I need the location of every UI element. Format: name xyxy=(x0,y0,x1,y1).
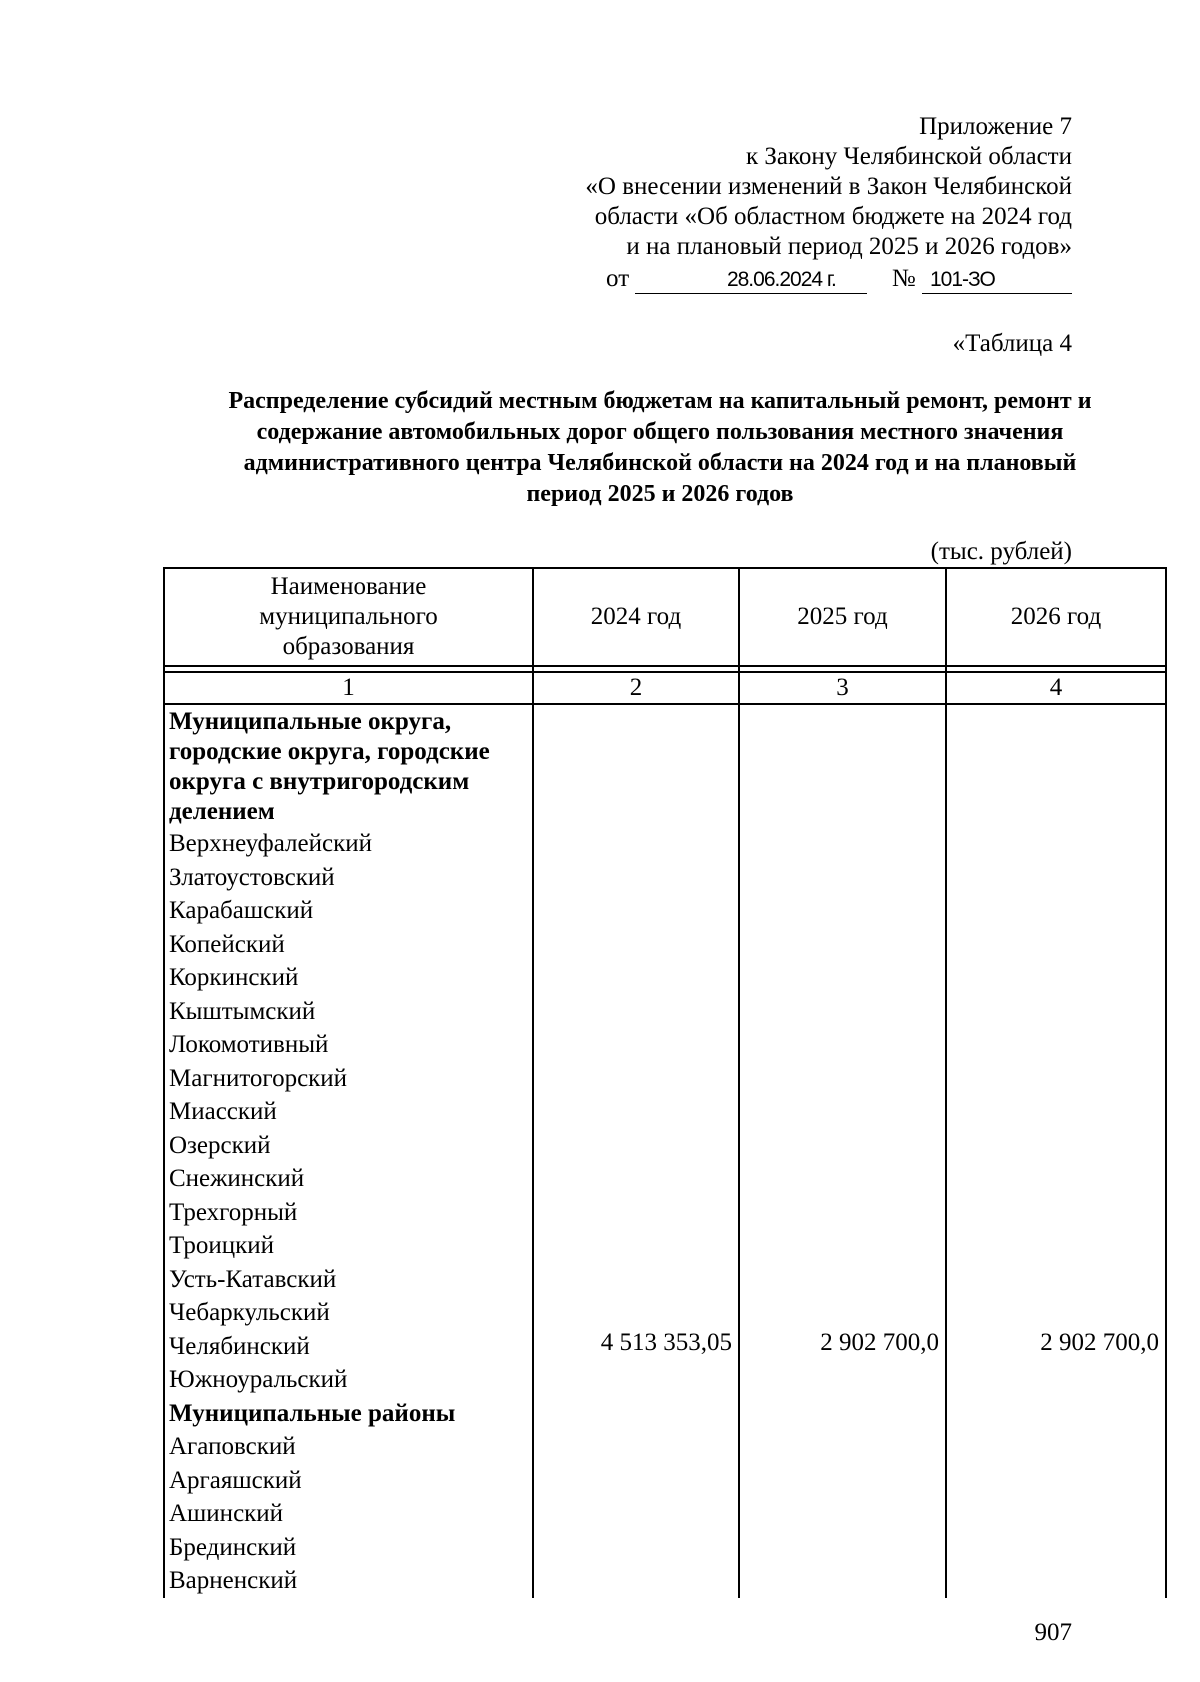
appendix-line: к Закону Челябинской области xyxy=(746,143,1072,170)
value-2024-chelyabinsk: 4 513 353,05 xyxy=(600,1329,732,1356)
municipality-item: Озерский xyxy=(169,1131,271,1159)
date-prefix: от xyxy=(606,265,630,292)
appendix-line: «О внесении изменений в Закон Челябинской xyxy=(585,173,1072,200)
values-2025 xyxy=(739,704,946,1598)
municipality-names xyxy=(164,704,533,1598)
title-line: административного центра Челябинской области на 2024 год и на плановый xyxy=(243,450,1077,476)
col-number: 2 xyxy=(533,672,739,704)
document-title xyxy=(160,386,1160,510)
municipality-item: Верхнеуфалейский xyxy=(169,830,372,857)
municipality-item: Снежинский xyxy=(169,1165,305,1192)
municipality-item: Южноуральский xyxy=(169,1366,348,1393)
municipality-item: Локомотивный xyxy=(169,1031,329,1058)
municipality-item: Челябинский xyxy=(169,1332,310,1360)
municipality-item: Трехгорный xyxy=(169,1198,298,1226)
municipality-item: Аргаяшский xyxy=(169,1466,302,1494)
municipality-item: Агаповский xyxy=(169,1433,296,1460)
values-2024 xyxy=(533,704,739,1598)
group-heading: городские округа, городские xyxy=(169,738,490,765)
municipality-item: Златоустовский xyxy=(169,863,335,891)
municipality-item: Чебаркульский xyxy=(169,1299,330,1326)
table-body-row xyxy=(164,704,1166,1598)
header-name: Наименование муниципального образования xyxy=(164,568,533,666)
municipality-item: Копейский xyxy=(169,930,285,958)
group-heading: Муниципальные районы xyxy=(169,1399,456,1427)
municipality-item: Карабашский xyxy=(169,897,314,924)
units-label: (тыс. рублей) xyxy=(930,538,1072,565)
law-date-number-line xyxy=(585,264,1072,294)
page-number: 907 xyxy=(1034,1619,1072,1646)
header-2025: 2025 год xyxy=(739,568,946,666)
appendix-line: области «Об областном бюджете на 2024 год xyxy=(594,203,1072,230)
value-2025-chelyabinsk: 2 902 700,0 xyxy=(820,1329,939,1356)
title-line: Распределение субсидий местным бюджетам на капитальный ремонт, ремонт и xyxy=(228,388,1092,414)
column-number-row xyxy=(164,672,1166,704)
municipality-item: Магнитогорский xyxy=(169,1064,348,1092)
municipality-item: Троицкий xyxy=(169,1232,274,1259)
number-prefix: № xyxy=(891,265,916,292)
municipality-item: Миасский xyxy=(169,1098,277,1125)
title-line: содержание автомобильных дорог общего пользования местного значения xyxy=(256,419,1064,445)
title-line: период 2025 и 2026 годов xyxy=(526,481,794,507)
values-2026 xyxy=(946,704,1166,1598)
appendix-header xyxy=(585,112,1072,294)
municipality-item: Варненский xyxy=(169,1567,298,1594)
header-2026: 2026 год xyxy=(946,568,1166,666)
col-number: 1 xyxy=(164,672,533,704)
group-heading: Муниципальные округа, xyxy=(169,708,452,735)
col-number: 4 xyxy=(946,672,1166,704)
table-label: «Таблица 4 xyxy=(952,330,1072,357)
municipality-item: Коркинский xyxy=(169,964,299,991)
law-date: 28.06.2024 г. xyxy=(635,267,867,294)
municipality-item: Усть-Катавский xyxy=(169,1265,337,1293)
municipality-item: Кыштымский xyxy=(169,997,316,1025)
appendix-line: и на плановый период 2025 и 2026 годов» xyxy=(626,233,1072,260)
municipality-item: Ашинский xyxy=(169,1500,284,1527)
appendix-line: Приложение 7 xyxy=(919,113,1072,140)
law-number: 101-ЗО xyxy=(922,267,1072,294)
group-heading: округа с внутригородским xyxy=(169,768,470,795)
municipality-item: Брединский xyxy=(169,1533,297,1561)
table-header-row xyxy=(164,568,1166,666)
subsidy-table xyxy=(163,567,1167,1598)
header-2024: 2024 год xyxy=(533,568,739,666)
value-2026-chelyabinsk: 2 902 700,0 xyxy=(1040,1329,1159,1356)
group-heading: делением xyxy=(169,798,275,825)
col-number: 3 xyxy=(739,672,946,704)
